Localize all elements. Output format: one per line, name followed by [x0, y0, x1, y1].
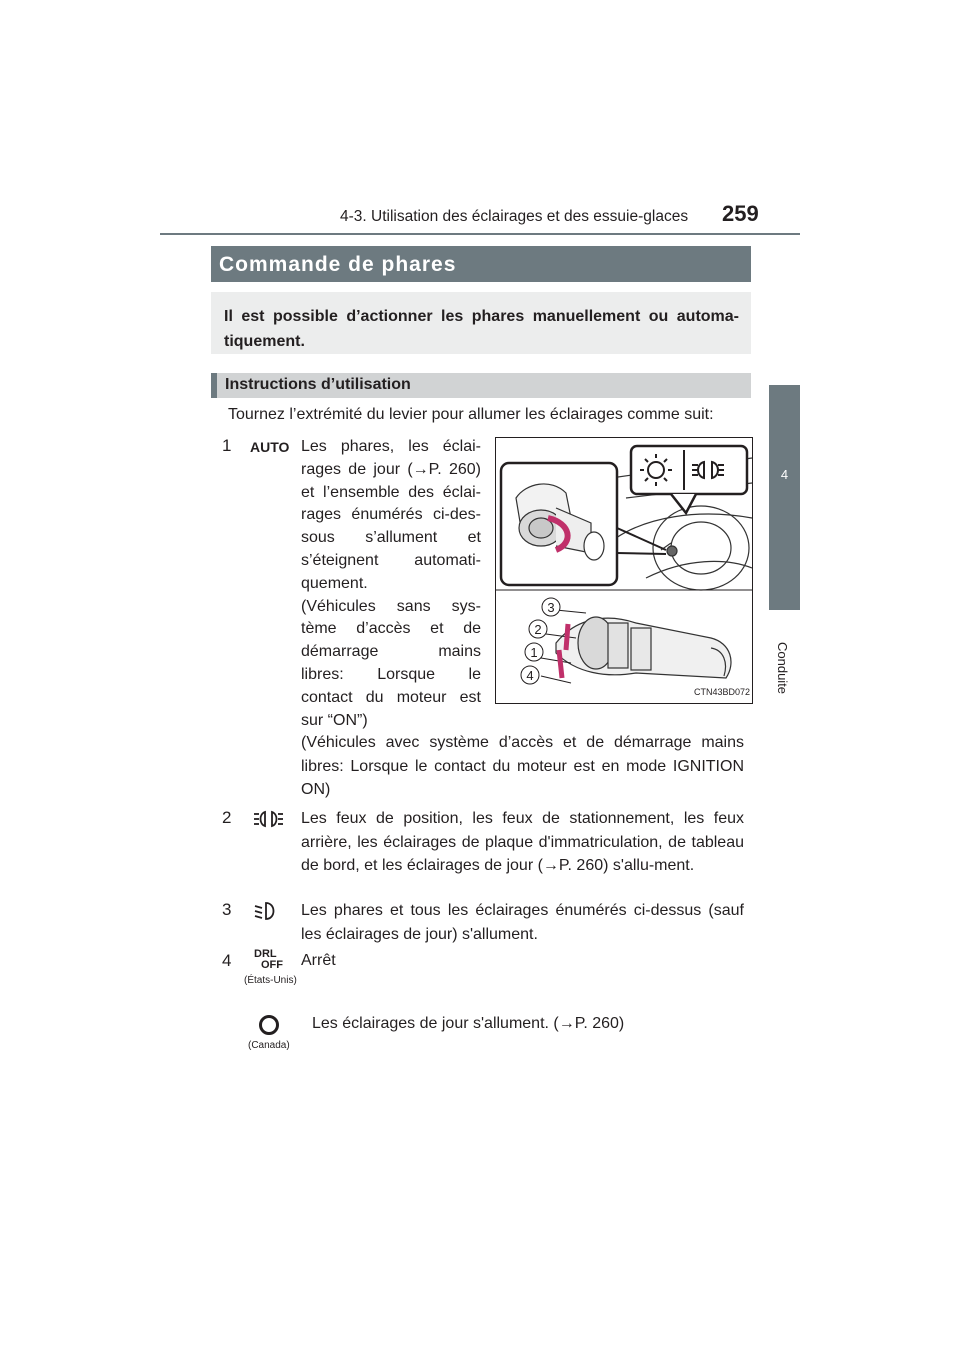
- headlight-switch-figure: [495, 437, 753, 704]
- item-text-3: Les phares et tous les éclairages énumérés ci-dessus (sauf les éclairages de jour) s'allument.: [301, 902, 744, 943]
- section-title: Commande de phares: [219, 253, 457, 276]
- subsection-accent: [211, 373, 217, 398]
- page-number: 259: [722, 201, 759, 226]
- item-text-2: Les feux de position, les feux de stationnement, les feux arrière, les éclairages de plaque d'immatriculation, de tableau de bord, et les éclairages de jour (→P. 260) s'allu-ment.: [301, 810, 744, 874]
- item-text-1: Les phares, les éclai- rages de jour (→P. 260) et l’ensemble des éclai- rages énumérés ci-des- sous s’allument et s’éteignent automati- quement. (Véhicules sans sys- tème d’accès et de démarrage mains libres: Lorsque le contact du moteur est sur “ON”): [301, 438, 481, 729]
- chapter-tab-label-wrap: [760, 622, 810, 695]
- callout-1: 1: [530, 645, 538, 660]
- section-intro: Il est possible d’actionner les phares manuellement ou automa-tiquement.: [224, 308, 739, 350]
- header-rule: [160, 233, 800, 235]
- item-text-canada: Les éclairages de jour s'allument. (→P. 260): [312, 1015, 625, 1032]
- item-text-4: Arrêt: [301, 952, 336, 969]
- lead-text: Tournez l’extrémité du levier pour allumer les éclairages comme suit:: [228, 406, 714, 423]
- chapter-title: 4-3. Utilisation des éclairages et des essuie-glaces: [340, 208, 689, 225]
- item-number-3: 3: [222, 900, 232, 919]
- subsection-title: Instructions d’utilisation: [225, 376, 411, 393]
- chapter-tab: [769, 385, 800, 610]
- callout-2: 2: [534, 622, 542, 637]
- rotate-down-arrow-icon: [559, 650, 562, 678]
- drl-off-icon: DRL OFF: [254, 948, 283, 971]
- headlight-icon: [252, 900, 282, 922]
- lever-illustration: [496, 438, 752, 703]
- item-number-2: 2: [222, 808, 232, 827]
- parking-lights-icon: [250, 809, 288, 829]
- callout-3: 3: [547, 600, 555, 615]
- item-extra-1: (Véhicules avec système d’accès et de démarrage mains libres: Lorsque le contact du moteur est en mode IGNITION ON): [301, 734, 744, 798]
- item-number-4: 4: [222, 951, 232, 970]
- rotate-up-arrow-icon: [566, 624, 568, 650]
- chapter-tab-number: 4: [780, 467, 789, 482]
- callout-4: 4: [526, 668, 534, 683]
- canada-caption: (Canada): [248, 1040, 290, 1051]
- drl-on-icon: [257, 1013, 281, 1037]
- auto-icon: AUTO: [250, 439, 290, 455]
- usa-caption: (États-Unis): [244, 975, 297, 986]
- chapter-tab-label: Conduite: [775, 642, 790, 695]
- section-title-bar: [211, 246, 751, 282]
- figure-code: CTN43BD072: [694, 687, 751, 697]
- section-intro-box: [211, 292, 751, 354]
- subsection-bar: [211, 373, 751, 398]
- item-number-1: 1: [222, 436, 232, 455]
